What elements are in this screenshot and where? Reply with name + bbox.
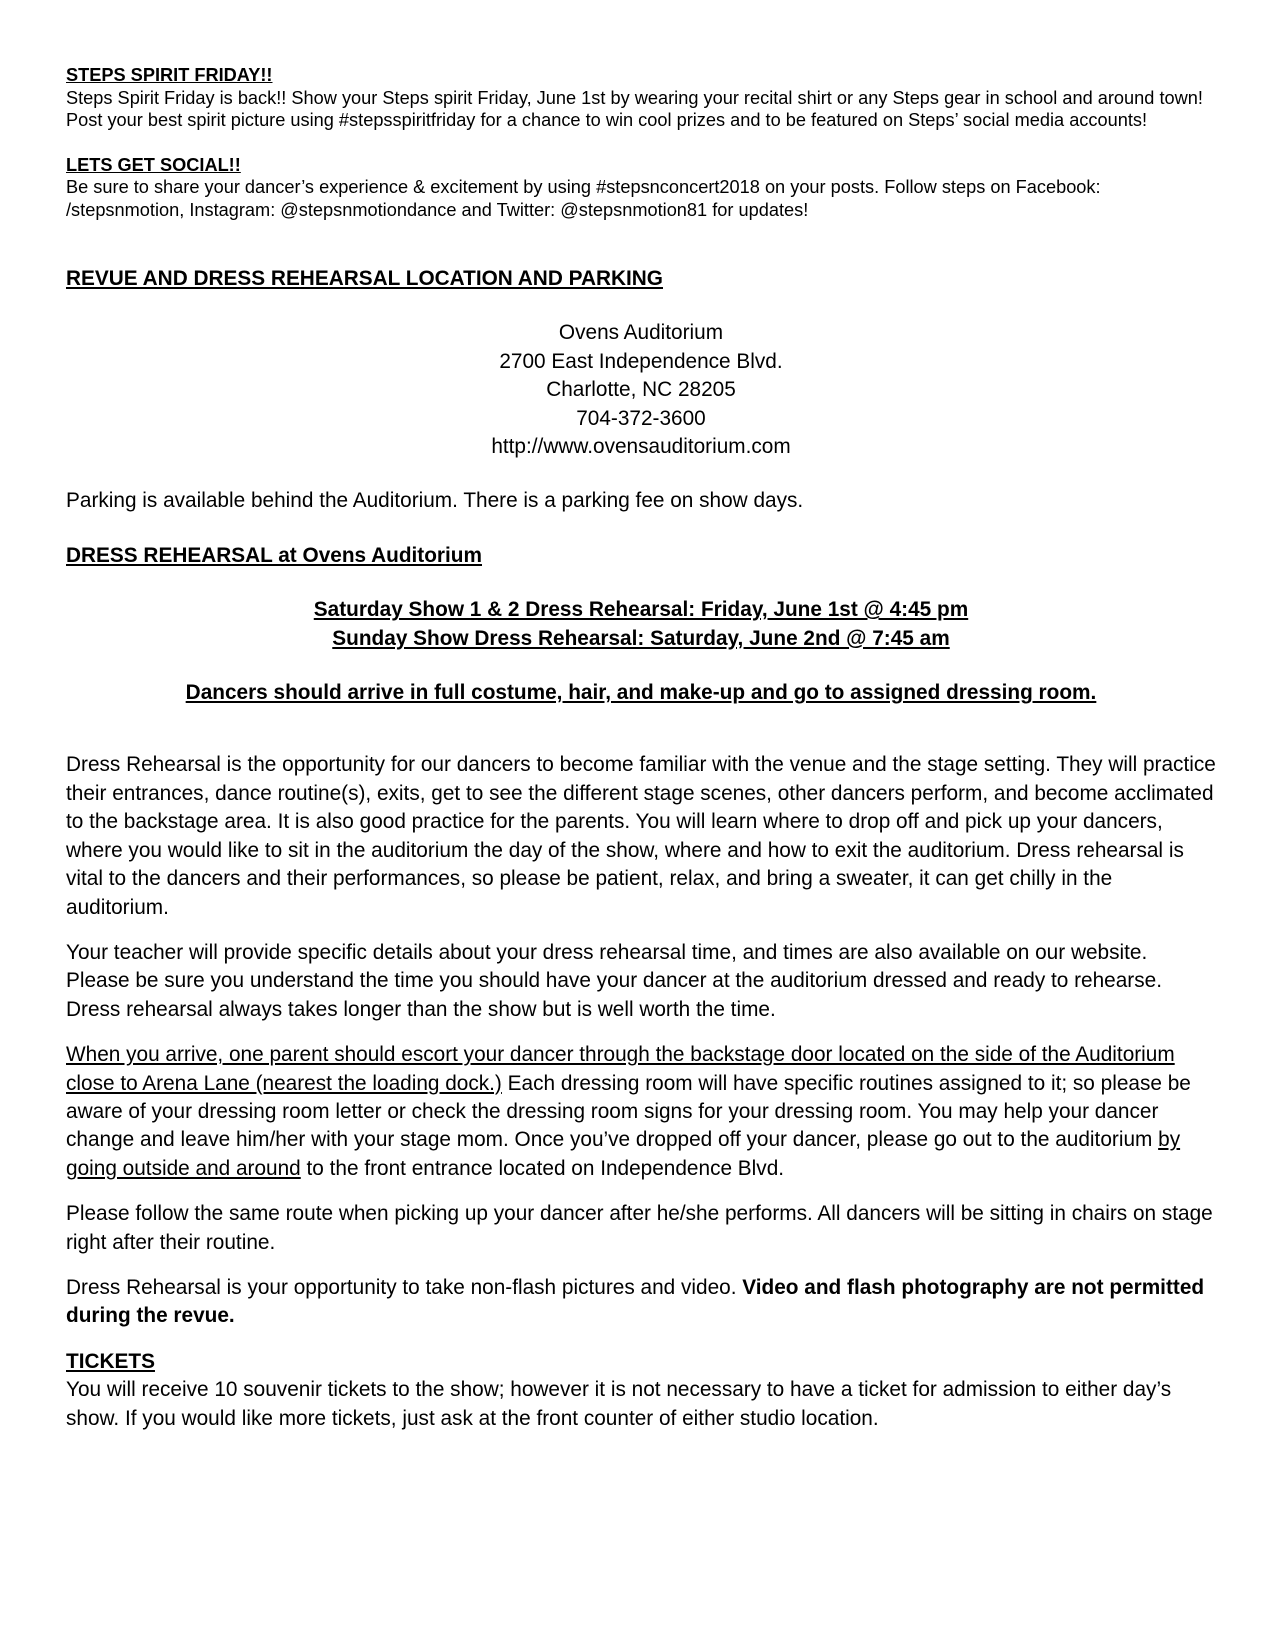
social-heading: LETS GET SOCIAL!! [66,154,241,175]
arrival-instructions: Dancers should arrive in full costume, hair, and make-up and go to assigned dressing room. [185,681,1097,705]
spirit-friday-body: Steps Spirit Friday is back!! Show your Steps spirit Friday, June 1st by wearing your recital shirt or any Steps gear in school and around town! Post your best spirit picture using #stepsspiritfriday for a chance to win cool prizes and to be featured on Steps’ social media accounts! [66,87,1203,130]
venue-phone: 704-372-3600 [576,406,706,430]
rehearsal-paragraph-3 [66,1041,1216,1183]
spirit-friday-section [66,64,1216,132]
venue-website: http://www.ovensauditorium.com [491,435,791,459]
venue-street: 2700 East Independence Blvd. [499,349,783,373]
document-page [66,64,1216,1433]
outside-route-note: by going outside and around [66,1128,1181,1180]
rehearsal-schedule [66,596,1216,653]
rehearsal-paragraph-5 [66,1274,1216,1331]
venue-city: Charlotte, NC 28205 [546,378,736,402]
photo-note: Dress Rehearsal is your opportunity to take non-flash pictures and video. [66,1275,743,1299]
location-section [66,265,1216,516]
saturday-rehearsal-time: Saturday Show 1 & 2 Dress Rehearsal: Friday, June 1st @ 4:45 pm [313,598,969,622]
venue-name: Ovens Auditorium [558,321,724,345]
front-entrance-note: to the front entrance located on Independence Blvd. [300,1156,785,1180]
spirit-friday-heading: STEPS SPIRIT FRIDAY!! [66,65,273,85]
tickets-section [66,1348,1216,1433]
rehearsal-paragraph-2: Your teacher will provide specific details about your dress rehearsal time, and times are also available on our website. Please be sure you understand the time you should have your dancer at the auditorium dressed and ready to rehearse. Dress rehearsal always takes longer than the show but is well worth the time. [66,940,1162,1021]
social-body: Be sure to share your dancer’s experience & excitement by using #stepsnconcert2018 on your posts. Follow steps on Facebook: /stepsnmotion, Instagram: @stepsnmotiondance and Twitter: @stepsnmotion81 for updates! [66,177,1101,220]
dress-rehearsal-section [66,542,1216,1331]
location-heading: REVUE AND DRESS REHEARSAL LOCATION AND PARKING [66,267,663,290]
backstage-door-instructions: When you arrive, one parent should escort your dancer through the backstage door located on the side of the Auditorium close to Arena Lane (nearest the loading dock.) [66,1043,1175,1095]
tickets-body: You will receive 10 souvenir tickets to the show; however it is not necessary to have a ticket for admission to either day’s show. If you would like more tickets, just ask at the front counter of either studio location. [66,1378,1172,1430]
venue-address-block [66,319,1216,461]
tickets-heading: TICKETS [66,1349,155,1373]
parking-note: Parking is available behind the Auditorium. There is a parking fee on show days. [66,489,804,513]
rehearsal-paragraph-1: Dress Rehearsal is the opportunity for our dancers to become familiar with the venue and the stage setting. They will practice their entrances, dance routine(s), exits, get to see the different stage scenes, other dancers perform, and become acclimated to the backstage area. It is also good practice for the parents. You will learn where to drop off and pick up your dancers, where you would like to sit in the auditorium the day of the show, where and how to exit the auditorium. Dress rehearsal is vital to the dancers and their performances, so please be patient, relax, and bring a sweater, it can get chilly in the auditorium. [66,753,1216,919]
photo-restriction: Video and flash photography are not permitted during the revue. [66,1275,1205,1328]
dressing-room-instructions: Each dressing room will have specific routines assigned to it; so please be aware of your dressing room letter or check the dressing room signs for your dressing room. You may help your dancer change and leave him/her with your stage mom. Once you’ve dropped off your dancer, please go out to the auditorium [66,1071,1191,1152]
sunday-rehearsal-time: Sunday Show Dress Rehearsal: Saturday, June 2nd @ 7:45 am [332,626,950,650]
dress-rehearsal-heading: DRESS REHEARSAL at Ovens Auditorium [66,543,482,567]
rehearsal-paragraph-4: Please follow the same route when picking up your dancer after he/she performs. All dancers will be sitting in chairs on stage right after their routine. [66,1202,1213,1254]
social-section [66,154,1216,222]
